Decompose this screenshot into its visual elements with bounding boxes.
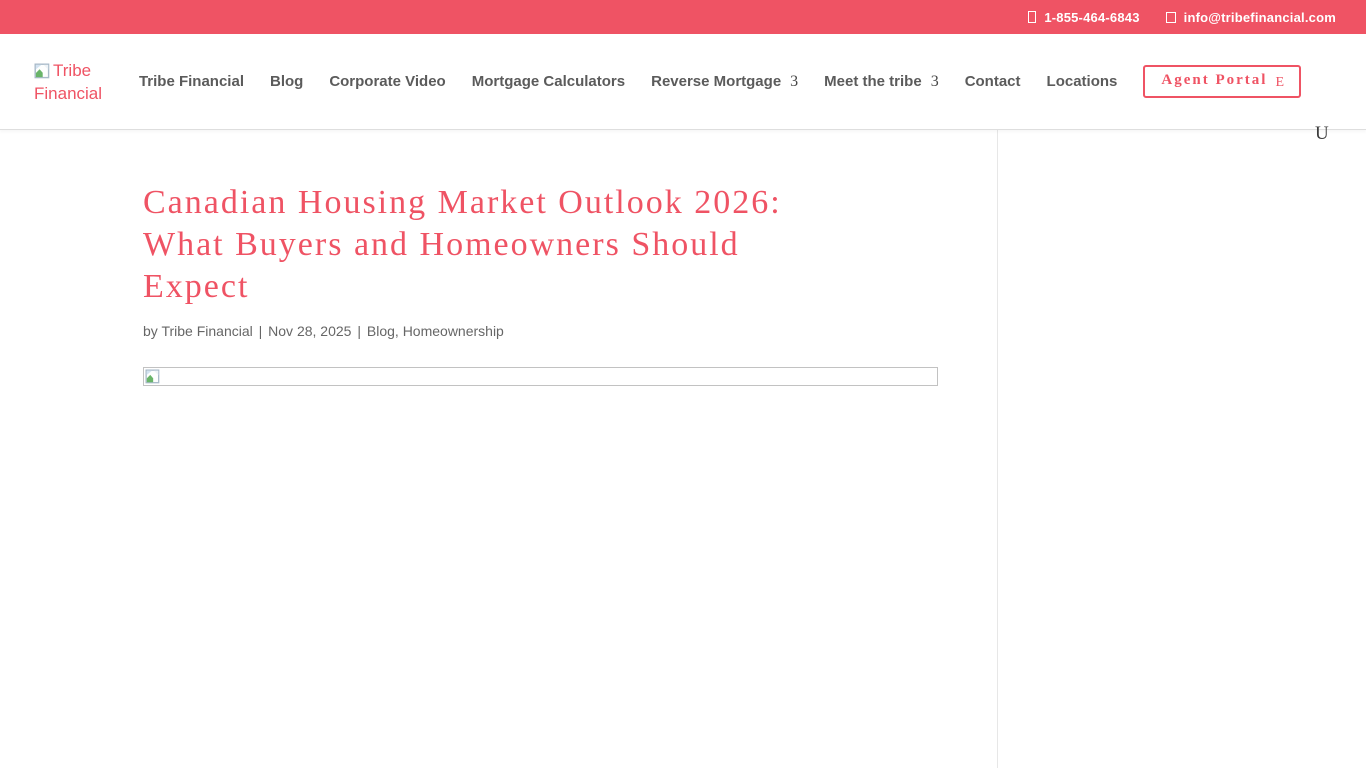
phone-icon (1028, 11, 1036, 23)
blog-post (143, 130, 938, 386)
nav-label: Meet the tribe (824, 72, 922, 90)
site-header (0, 34, 1366, 130)
logo-alt-text: Tribe Financial (34, 61, 103, 103)
nav-item-contact[interactable] (965, 73, 1021, 90)
nav-label: Corporate Video (329, 73, 446, 90)
nav-item-locations[interactable] (1047, 73, 1118, 90)
featured-image-broken (143, 367, 938, 386)
dropdown-arrow-icon: 3 (790, 72, 799, 90)
post-title-line: Expect (143, 268, 250, 305)
main-nav (139, 34, 1301, 129)
email-icon (1166, 12, 1176, 23)
broken-image-icon (34, 63, 50, 79)
nav-item-meet-the-tribe[interactable] (824, 73, 939, 91)
agent-portal-label: Agent Portal (1161, 72, 1268, 88)
nav-item-blog[interactable] (270, 73, 303, 90)
sidebar-divider (997, 130, 998, 768)
category-link-blog[interactable]: Blog (366, 323, 395, 339)
nav-label: Blog (269, 73, 304, 90)
post-title-line: Canadian Housing Market Outlook 2026: (143, 184, 782, 221)
meta-separator: | (258, 323, 263, 339)
post-date: Nov 28, 2025 (268, 323, 352, 339)
author-link[interactable]: Tribe Financial (161, 323, 253, 339)
meta-separator: | (357, 323, 361, 339)
byline-prefix: by (143, 323, 158, 339)
search-icon[interactable]: U (1315, 123, 1329, 144)
nav-item-corporate-video[interactable] (329, 73, 445, 90)
nav-label: Locations (1046, 73, 1118, 90)
logo-link[interactable] (34, 59, 132, 105)
nav-label: Contact (964, 73, 1021, 90)
post-title-line: What Buyers and Homeowners Should (143, 226, 740, 263)
nav-item-tribe-financial[interactable] (139, 73, 244, 90)
nav-item-mortgage-calculators[interactable] (472, 73, 625, 90)
agent-portal-button[interactable] (1143, 65, 1301, 98)
nav-item-reverse-mortgage[interactable] (651, 73, 798, 91)
category-comma: , (394, 323, 399, 339)
dropdown-arrow-icon: 3 (930, 72, 939, 90)
topbar-phone-link[interactable] (1028, 10, 1139, 25)
nav-label: Tribe Financial (138, 73, 244, 90)
topbar (0, 0, 1366, 34)
nav-label: Reverse Mortgage (651, 72, 782, 90)
broken-image-icon (145, 369, 160, 384)
category-link-homeownership[interactable]: Homeownership (402, 323, 504, 339)
nav-label: Mortgage Calculators (471, 73, 626, 90)
topbar-email-address: info@tribefinancial.com (1183, 9, 1336, 25)
post-meta (143, 323, 938, 340)
topbar-phone-number: 1-855-464-6843 (1044, 9, 1140, 25)
topbar-email-link[interactable] (1166, 10, 1336, 25)
arrow-icon: E (1275, 74, 1284, 90)
post-title (143, 182, 938, 308)
